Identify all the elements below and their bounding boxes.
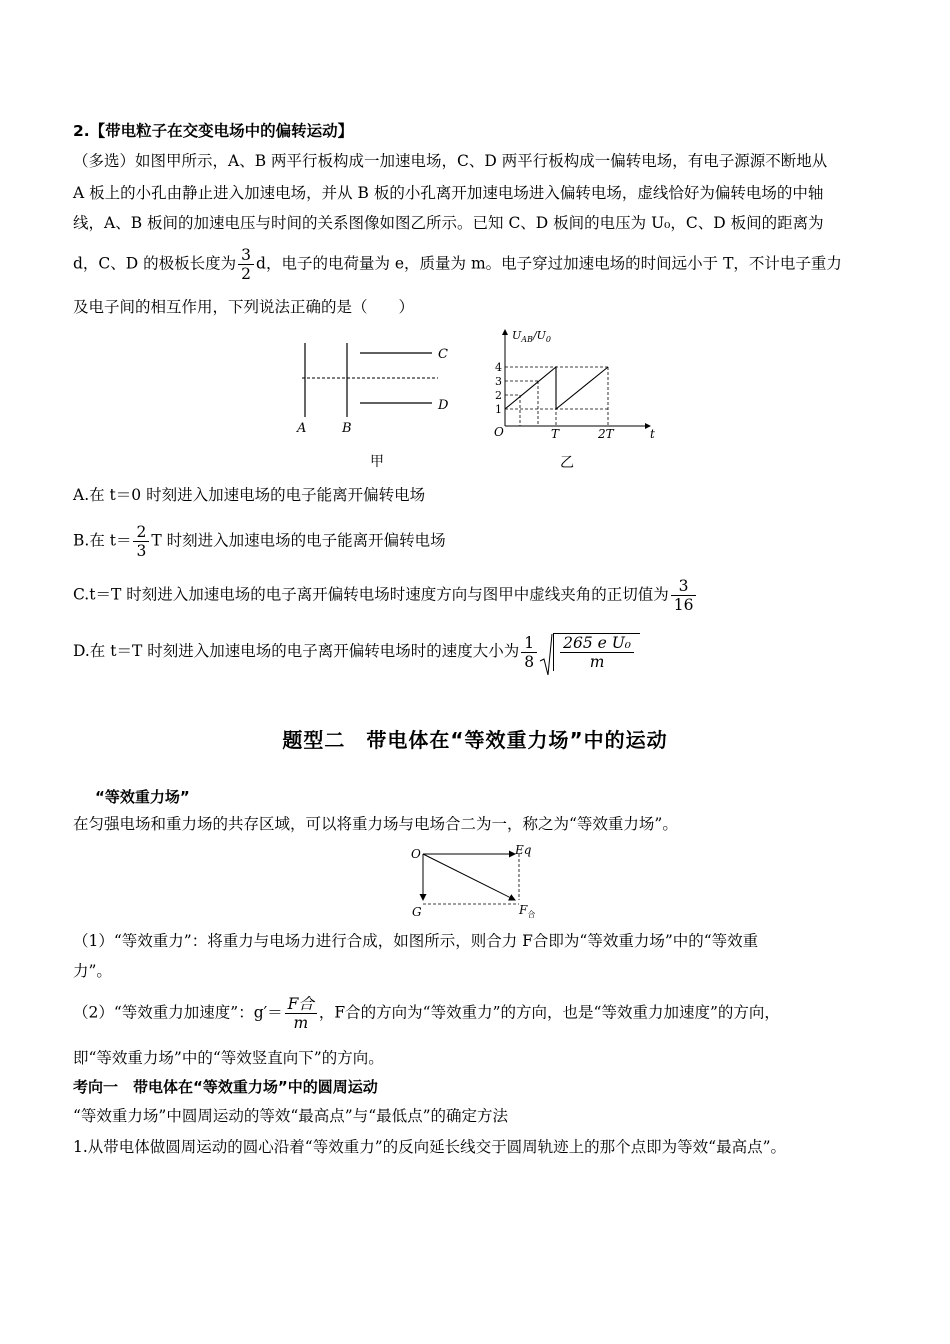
optD-pre: D.在 t＝T 时刻进入加速电场的电子离开偏转电场时的速度大小为: [73, 642, 520, 660]
f-vector: [423, 854, 515, 900]
p2-line-1: [73, 995, 780, 1032]
ytick-4: 4: [495, 361, 502, 374]
question-heading: 2.【带电粒子在交变电场中的偏转运动】: [73, 122, 354, 140]
p2-pre: （2）“等效重力加速度”：g′＝: [73, 1003, 283, 1022]
question-line-5: 及电子间的相互作用，下列说法正确的是（ ）: [73, 298, 415, 316]
label-F: $F_合$: [519, 903, 536, 919]
sub-heading: “等效重力场”: [95, 788, 190, 806]
kx-line-2: 1.从带电体做圆周运动的圆心沿着“等效重力”的反向延长线交于圆周轨迹上的那个点即为等效“最高点”。: [73, 1138, 786, 1156]
radicand-fraction: $\frac{\text{265 e U₀}}{m}$: [560, 634, 634, 671]
xtick-T: T: [551, 427, 560, 441]
ytick-1: 1: [495, 403, 502, 416]
p2-post: ，F合的方向为“等效重力”的方向，也是“等效重力加速度”的方向，: [318, 1003, 780, 1022]
optB-post: T 时刻进入加速电场的电子能离开偏转电场: [151, 531, 446, 550]
xtick-2T: 2T: [598, 427, 614, 441]
optB-pre: B.在 t＝: [73, 531, 132, 550]
label-Eq: Eq: [515, 843, 532, 857]
fraction-2-3: $\frac{2}{3}$: [133, 523, 149, 560]
option-A: A.在 t＝0 时刻进入加速电场的电子能离开偏转电场: [73, 486, 426, 504]
figure-jia: [290, 335, 460, 475]
y-axis-label: $U_{AB}/U_0$: [512, 329, 552, 344]
p2-line-2: 即“等效重力场”中的“等效竖直向下”的方向。: [73, 1049, 384, 1067]
caption-yi: 乙: [560, 455, 574, 471]
question-line-1: （多选）如图甲所示，A、B 两平行板构成一加速电场，C、D 两平行板构成一偏转电场，有电子源源不断地从: [73, 152, 828, 170]
ytick-3: 3: [495, 375, 502, 388]
option-D: [73, 633, 640, 671]
xtick-t: t: [650, 427, 655, 441]
label-G: G: [412, 905, 422, 919]
figure-yi: [490, 322, 665, 474]
kx-line-1: “等效重力场”中圆周运动的等效“最高点”与“最低点”的确定方法: [73, 1107, 509, 1125]
fraction-3-16: $\frac{3}{16}$: [671, 577, 697, 614]
label-C: C: [438, 347, 448, 362]
line4-post: d，电子的电荷量为 e，质量为 m。电子穿过加速电场的时间远小于 T，不计电子重力: [256, 254, 842, 273]
kx-heading: 考向一 带电体在“等效重力场”中的圆周运动: [73, 1078, 378, 1096]
force-diagram: [405, 840, 550, 922]
line4-pre: d，C、D 的极板长度为: [73, 254, 237, 273]
sqrt-expression: [539, 633, 640, 671]
caption-jia: 甲: [370, 454, 384, 470]
question-line-2: A 板上的小孔由静止进入加速电场，并从 B 板的小孔离开加速电场进入偏转电场，虚线恰好为偏转电场的中轴: [73, 184, 824, 202]
p1-line-2: 力”。: [73, 962, 112, 980]
label-B: B: [342, 421, 352, 436]
intro-line: 在匀强电场和重力场的共存区域，可以将重力场与电场合二为一，称之为“等效重力场”。: [73, 815, 678, 833]
label-O: O: [411, 847, 421, 861]
voltage-curve: [505, 367, 608, 409]
label-D: D: [438, 398, 449, 413]
xtick-O: O: [494, 425, 504, 439]
p1-line-1: （1）“等效重力”：将重力与电场力进行合成，如图所示，则合力 F合即为“等效重力场”中的“等效重: [73, 932, 759, 950]
ytick-2: 2: [495, 389, 502, 402]
question-line-4: [73, 246, 842, 283]
fraction-F-m: $\frac{\text{F合}}{m}$: [285, 995, 317, 1032]
fraction-3-2: $\frac{3}{2}$: [238, 246, 254, 283]
section-title: 题型二 带电体在“等效重力场”中的运动: [282, 728, 668, 752]
optC-pre: C.t＝T 时刻进入加速电场的电子离开偏转电场时速度方向与图甲中虚线夹角的正切值为: [73, 585, 669, 604]
option-B: [73, 523, 446, 560]
fraction-1-8: $\frac{1}{8}$: [521, 634, 537, 671]
question-line-3: 线，A、B 板间的加速电压与时间的关系图像如图乙所示。已知 C、D 板间的电压为 U₀，C、D 板间的距离为: [73, 214, 824, 232]
option-C: [73, 577, 698, 614]
label-A: A: [297, 421, 307, 436]
